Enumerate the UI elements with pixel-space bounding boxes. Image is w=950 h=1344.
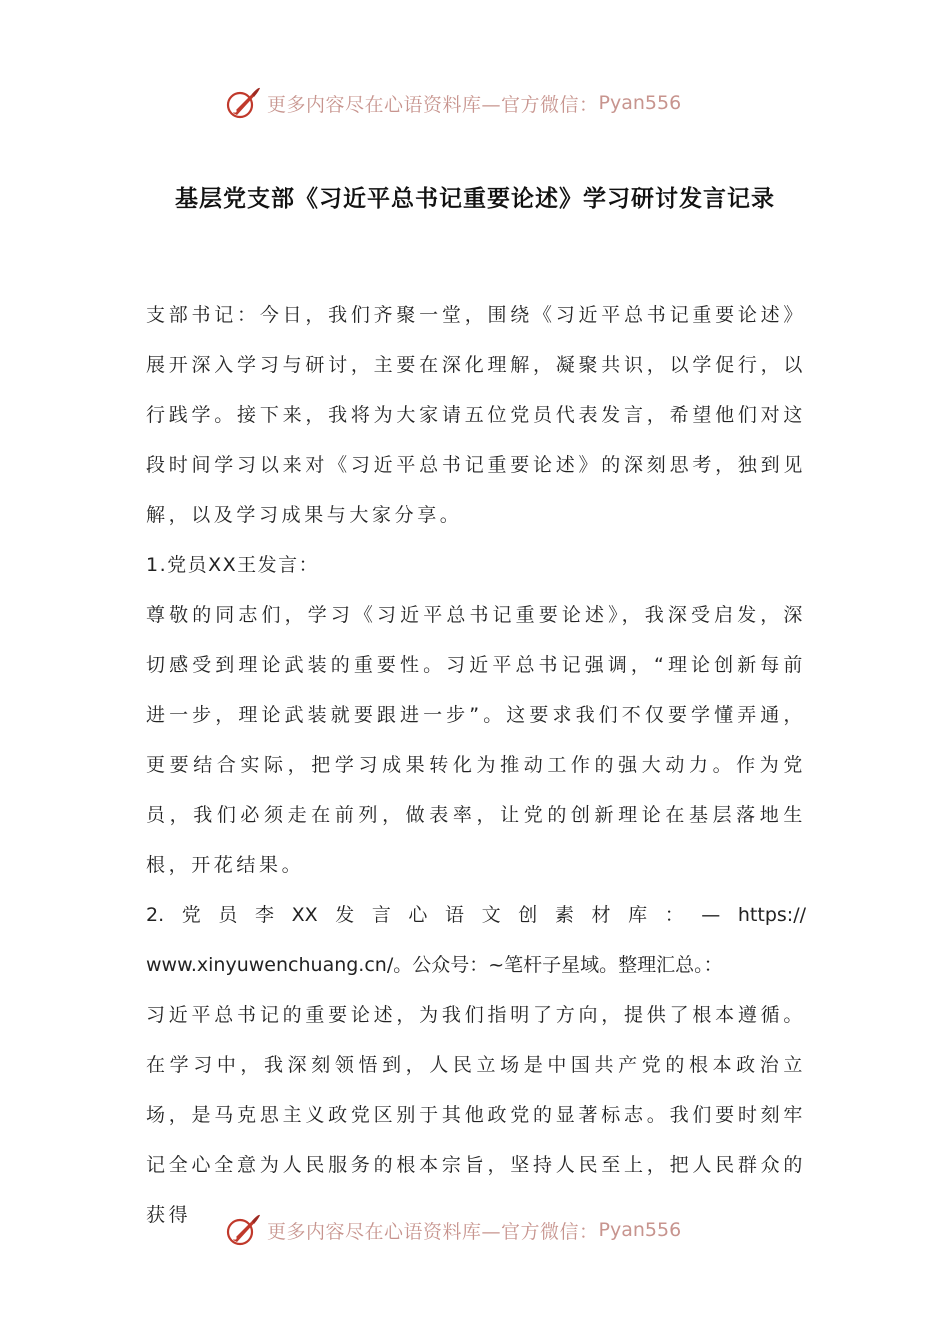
document-title: 基层党支部《习近平总书记重要论述》学习研讨发言记录 [175, 185, 775, 212]
speaker2-heading-line2: www.xinyuwenchuang.cn/。公众号：~笔杆子星域。整理汇总。： [146, 954, 723, 976]
quill-logo-icon [225, 85, 261, 121]
speaker2-heading-line1: 2. 党 员 李 XX 发 言 心 语 文 创 素 材 库 ： — https:// [146, 904, 806, 926]
watermark-wechat-id: Pyan556 [598, 1219, 682, 1241]
watermark-banner-bottom [225, 1210, 725, 1250]
speaker2-paragraph: 习近平总书记的重要论述，为我们指明了方向，提供了根本遵循。在学习中，我深刻领悟到，人民立场是中国共产党的根本政治立场，是马克思主义政党区别于其他政党的显著标志。我们要时刻牢记全心全意为人民服务的根本宗旨，坚持人民至上，把人民群众的获得 [146, 1004, 806, 1226]
watermark-text: 更多内容尽在心语资料库—官方微信： [267, 1220, 599, 1243]
watermark-text: 更多内容尽在心语资料库—官方微信： [267, 93, 599, 116]
watermark-banner-top [225, 83, 725, 123]
intro-paragraph: 支部书记：今日，我们齐聚一堂，围绕《习近平总书记重要论述》展开深入学习与研讨，主要在深化理解，凝聚共识，以学促行，以行践学。接下来，我将为大家请五位党员代表发言，希望他们对这段时间学习以来对《习近平总书记重要论述》的深刻思考，独到见解，以及学习成果与大家分享。 [146, 304, 806, 526]
speaker1-paragraph: 尊敬的同志们，学习《习近平总书记重要论述》，我深受启发，深切感受到理论武装的重要性。习近平总书记强调，“理论创新每前进一步，理论武装就要跟进一步”。这要求我们不仅要学懂弄通，更要结合实际，把学习成果转化为推动工作的强大动力。作为党员，我们必须走在前列，做表率，让党的创新理论在基层落地生根，开花结果。 [146, 604, 806, 876]
watermark-wechat-id: Pyan556 [598, 92, 682, 114]
document-body [146, 290, 806, 1240]
speaker1-heading: 1.党员XX王发言： [146, 554, 320, 576]
quill-logo-icon [225, 1212, 261, 1248]
